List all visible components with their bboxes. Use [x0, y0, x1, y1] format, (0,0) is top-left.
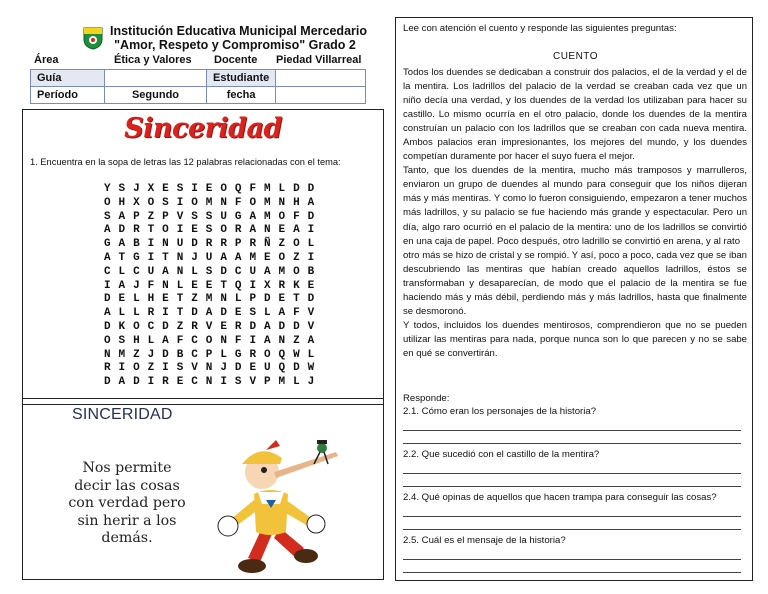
word-search-letter[interactable]: D: [307, 183, 315, 195]
word-search-letter[interactable]: D: [191, 307, 198, 320]
word-search-letter[interactable]: J: [220, 362, 227, 375]
word-search-letter[interactable]: N: [176, 251, 184, 264]
worksheet-title: Sinceridad: [124, 113, 282, 144]
word-search-letter[interactable]: G: [234, 348, 242, 361]
word-search-letter[interactable]: N: [205, 362, 213, 375]
word-search-letter[interactable]: D: [263, 293, 271, 306]
word-search-letter[interactable]: X: [263, 279, 271, 292]
story-paragraph: Todos los duendes se dedicaban a construir dos palacios, el de la verdad y el de la mentira. Los ladrillos del palacio de la verdad se creaban cada vez que un niño decía una verdad, y los duendes de la verdad los utilizaban para hacer su castillo. Lo mismo ocurría en el otro palacio, donde los duendes de la mentira construían un palacio con los ladrillos que se creaban con cada nueva mentira. Ambos palacios eran impresionantes, los mejores del mundo, y los duendes competían duramente por hacer el suyo fuera el mejor.: [403, 67, 747, 163]
answer-line[interactable]: [403, 559, 741, 560]
word-search-letter[interactable]: D: [293, 362, 300, 375]
word-search-letter[interactable]: E: [220, 320, 227, 333]
word-search-row: [100, 307, 318, 321]
word-search-letter[interactable]: T: [162, 251, 169, 264]
word-search-letter[interactable]: Z: [293, 334, 300, 347]
word-search-letter[interactable]: E: [162, 183, 169, 195]
guide-label: Guía: [31, 70, 105, 87]
word-search-letter[interactable]: A: [234, 251, 242, 264]
word-search-letter[interactable]: A: [263, 334, 271, 347]
word-search-row: [100, 183, 318, 197]
word-search-letter[interactable]: R: [103, 362, 111, 375]
word-search-letter[interactable]: T: [176, 307, 184, 320]
word-search-letter[interactable]: D: [307, 210, 315, 223]
word-search-letter[interactable]: X: [147, 183, 155, 195]
word-search-letter[interactable]: R: [234, 320, 242, 333]
word-search-letter[interactable]: O: [263, 348, 271, 361]
word-search-letter[interactable]: T: [176, 293, 184, 306]
word-search-letter[interactable]: A: [118, 210, 126, 223]
word-search-letter[interactable]: N: [263, 224, 271, 237]
teacher-name: Piedad Villarreal: [276, 54, 362, 66]
question-2-5: 2.5. Cuál es el mensaje de la historia?: [403, 535, 566, 546]
word-search-letter[interactable]: U: [147, 265, 155, 278]
card-title: SINCERIDAD: [72, 406, 173, 423]
word-search-letter[interactable]: A: [103, 307, 111, 320]
header-row-area: [30, 54, 370, 68]
word-search-letter[interactable]: A: [103, 224, 111, 237]
word-search-letter[interactable]: E: [263, 251, 271, 264]
word-search-letter[interactable]: Z: [176, 320, 184, 333]
word-search-letter[interactable]: F: [147, 279, 155, 292]
word-search-letter[interactable]: N: [278, 334, 286, 347]
word-search-letter[interactable]: N: [162, 279, 169, 292]
word-search-letter[interactable]: M: [205, 293, 213, 306]
word-search-row: [100, 293, 318, 307]
word-search-letter[interactable]: I: [176, 224, 184, 237]
word-search-letter[interactable]: U: [205, 251, 213, 264]
word-search-letter[interactable]: L: [293, 376, 300, 389]
word-search-letter[interactable]: I: [249, 334, 257, 347]
responde-label: Responde:: [403, 393, 450, 404]
word-search-letter[interactable]: Z: [133, 348, 140, 361]
word-search-letter[interactable]: V: [307, 320, 315, 333]
word-search-letter[interactable]: Z: [278, 238, 286, 251]
word-search-letter[interactable]: A: [263, 320, 271, 333]
word-search-letter[interactable]: L: [118, 265, 126, 278]
subject-value: Ética y Valores: [114, 54, 192, 66]
period-label: Período: [31, 87, 105, 104]
word-search-letter[interactable]: B: [176, 348, 184, 361]
word-search-letter[interactable]: O: [103, 334, 111, 347]
word-search-row: [100, 238, 318, 252]
word-search-letter[interactable]: I: [307, 224, 315, 237]
answer-line[interactable]: [403, 572, 741, 573]
word-search-letter[interactable]: D: [118, 224, 126, 237]
word-search-letter[interactable]: N: [220, 334, 227, 347]
guide-value[interactable]: [105, 70, 207, 87]
answer-line[interactable]: [403, 529, 741, 530]
story-paragraph: otro más se hizo de cristal y se rompió. Y así, poco a poco, cada vez que se iban descubriendo las mentiras que habían creado aquellos ladrillos, éstos se transformaban y desaparecían, de modo que el palacio de la mentira se fue haciendo más y más débil, perdiendo más y más ladrillos, hasta que finalmente se desmoronó.: [403, 249, 747, 317]
word-search-letter[interactable]: B: [307, 265, 315, 278]
word-search-letter[interactable]: F: [293, 210, 300, 223]
word-search-letter[interactable]: C: [191, 376, 198, 389]
story-heading: CUENTO: [552, 51, 599, 62]
word-search-letter[interactable]: L: [147, 334, 155, 347]
word-search-letter[interactable]: L: [307, 348, 315, 361]
word-search-grid: [100, 183, 318, 390]
word-search-letter[interactable]: V: [249, 376, 257, 389]
word-search-letter[interactable]: B: [133, 238, 140, 251]
word-search-letter[interactable]: U: [220, 210, 227, 223]
word-search-letter[interactable]: R: [147, 307, 155, 320]
word-search-letter[interactable]: V: [205, 320, 213, 333]
word-search-letter[interactable]: D: [133, 376, 140, 389]
word-search-row: [100, 252, 318, 266]
word-search-letter[interactable]: K: [118, 320, 126, 333]
question-2-2: 2.2. Que sucedió con el castillo de la mentira?: [403, 449, 600, 460]
word-search-letter[interactable]: D: [162, 348, 169, 361]
word-search-letter[interactable]: G: [234, 210, 242, 223]
word-search-letter[interactable]: U: [176, 238, 184, 251]
word-search-letter[interactable]: M: [278, 265, 286, 278]
word-search-letter[interactable]: I: [147, 251, 155, 264]
word-search-letter[interactable]: F: [234, 334, 242, 347]
area-label: Área: [34, 54, 59, 66]
word-search-letter[interactable]: P: [162, 210, 169, 223]
answer-line[interactable]: [403, 443, 741, 444]
word-search-letter[interactable]: O: [133, 362, 140, 375]
word-search-letter[interactable]: H: [293, 196, 300, 209]
word-search-letter[interactable]: Z: [293, 251, 300, 264]
word-search-letter[interactable]: I: [147, 376, 155, 389]
word-search-letter[interactable]: M: [118, 348, 126, 361]
word-search-letter[interactable]: S: [103, 210, 111, 223]
word-search-letter[interactable]: S: [205, 210, 213, 223]
word-search-letter[interactable]: C: [103, 265, 111, 278]
word-search-letter[interactable]: P: [133, 210, 140, 223]
word-search-letter[interactable]: C: [234, 265, 242, 278]
word-search-letter[interactable]: Q: [234, 279, 242, 292]
date-value[interactable]: [276, 87, 366, 104]
word-search-letter[interactable]: I: [118, 362, 126, 375]
word-search-letter[interactable]: I: [220, 376, 227, 389]
word-search-letter[interactable]: N: [176, 265, 184, 278]
word-search-letter[interactable]: V: [307, 307, 315, 320]
word-search-letter[interactable]: D: [307, 293, 315, 306]
word-search-letter[interactable]: R: [249, 238, 257, 251]
story-text: [403, 66, 747, 361]
word-search-letter[interactable]: O: [162, 224, 169, 237]
word-search-letter[interactable]: M: [249, 251, 257, 264]
word-search-letter[interactable]: A: [249, 224, 257, 237]
date-label: fecha: [207, 87, 276, 104]
word-search-letter[interactable]: O: [249, 196, 257, 209]
word-search-row: [100, 197, 318, 211]
word-search-letter[interactable]: N: [278, 196, 286, 209]
word-search-row: [100, 224, 318, 238]
word-search-letter[interactable]: F: [176, 334, 184, 347]
question-2-4: 2.4. Qué opinas de aquellos que hacen trampa para conseguir las cosas?: [403, 492, 717, 503]
word-search-letter[interactable]: L: [263, 307, 271, 320]
word-search-letter[interactable]: U: [263, 362, 271, 375]
school-motto: "Amor, Respeto y Compromiso" Grado 2: [114, 38, 356, 52]
word-search-instruction: 1. Encuentra en la sopa de letras las 12 palabras relacionadas con el tema:: [30, 157, 341, 167]
word-search-letter[interactable]: J: [133, 279, 140, 292]
word-search-letter[interactable]: Z: [147, 210, 155, 223]
word-search-letter[interactable]: S: [234, 376, 242, 389]
word-search-letter[interactable]: J: [191, 251, 198, 264]
word-search-letter[interactable]: R: [133, 224, 140, 237]
word-search-letter[interactable]: E: [234, 307, 242, 320]
word-search-letter[interactable]: J: [307, 376, 315, 389]
word-search-letter[interactable]: R: [249, 348, 257, 361]
word-search-letter[interactable]: O: [293, 238, 300, 251]
word-search-letter[interactable]: R: [191, 320, 198, 333]
word-search-letter[interactable]: R: [278, 279, 286, 292]
word-search-letter[interactable]: A: [220, 251, 227, 264]
word-search-letter[interactable]: R: [162, 376, 169, 389]
word-search-letter[interactable]: S: [176, 183, 184, 195]
school-name: Institución Educativa Municipal Mercedario: [110, 24, 367, 38]
word-search-row: [100, 266, 318, 280]
word-search-letter[interactable]: A: [293, 224, 300, 237]
word-search-letter[interactable]: C: [191, 348, 198, 361]
word-search-letter[interactable]: L: [176, 279, 184, 292]
word-search-letter[interactable]: C: [133, 265, 140, 278]
word-search-letter[interactable]: L: [118, 307, 126, 320]
word-search-letter[interactable]: R: [220, 238, 227, 251]
answer-line[interactable]: [403, 516, 741, 517]
word-search-letter[interactable]: A: [205, 307, 213, 320]
word-search-letter[interactable]: E: [162, 293, 169, 306]
answer-line[interactable]: [403, 473, 741, 474]
word-search-letter[interactable]: O: [103, 196, 111, 209]
word-search-letter[interactable]: O: [220, 183, 227, 195]
word-search-row: [100, 211, 318, 225]
pinocchio-illustration: [200, 420, 350, 580]
word-search-letter[interactable]: L: [220, 348, 227, 361]
word-search-letter[interactable]: F: [293, 307, 300, 320]
word-search-letter[interactable]: P: [205, 348, 213, 361]
word-search-letter[interactable]: C: [147, 320, 155, 333]
word-search-letter[interactable]: A: [118, 376, 126, 389]
word-search-letter[interactable]: E: [307, 279, 315, 292]
word-search-letter[interactable]: E: [205, 183, 213, 195]
word-search-letter[interactable]: M: [205, 196, 213, 209]
word-search-letter[interactable]: H: [118, 196, 126, 209]
word-search-letter[interactable]: M: [263, 183, 271, 195]
word-search-letter[interactable]: A: [263, 265, 271, 278]
word-search-letter[interactable]: O: [293, 265, 300, 278]
word-search-letter[interactable]: Z: [191, 293, 198, 306]
period-value: Segundo: [105, 87, 207, 104]
word-search-letter[interactable]: A: [162, 265, 169, 278]
word-search-letter[interactable]: S: [118, 183, 126, 195]
word-search-row: [100, 376, 318, 390]
word-search-letter[interactable]: R: [205, 238, 213, 251]
card-text: Nos permite decir las cosas con verdad pero sin herir a los demás.: [68, 460, 186, 546]
word-search-letter[interactable]: M: [278, 376, 286, 389]
word-search-letter[interactable]: A: [118, 279, 126, 292]
word-search-letter[interactable]: U: [249, 265, 257, 278]
word-search-letter[interactable]: L: [234, 293, 242, 306]
word-search-row: [100, 349, 318, 363]
word-search-letter[interactable]: I: [191, 183, 198, 195]
word-search-letter[interactable]: O: [191, 196, 198, 209]
word-search-letter[interactable]: A: [307, 334, 315, 347]
word-search-letter[interactable]: N: [162, 238, 169, 251]
word-search-letter[interactable]: E: [278, 293, 286, 306]
word-search-letter[interactable]: K: [293, 279, 300, 292]
word-search-letter[interactable]: N: [205, 376, 213, 389]
school-logo: [82, 26, 104, 50]
word-search-letter[interactable]: T: [118, 251, 126, 264]
word-search-letter[interactable]: R: [234, 224, 242, 237]
word-search-letter[interactable]: F: [249, 183, 257, 195]
word-search-letter[interactable]: I: [162, 362, 169, 375]
word-search-letter[interactable]: Y: [103, 183, 111, 195]
word-search-letter[interactable]: O: [205, 334, 213, 347]
word-search-letter[interactable]: A: [103, 251, 111, 264]
word-search-letter[interactable]: F: [234, 196, 242, 209]
word-search-letter[interactable]: S: [191, 210, 198, 223]
word-search-letter[interactable]: T: [147, 224, 155, 237]
word-search-letter[interactable]: Z: [147, 362, 155, 375]
story-paragraph: Y todos, incluidos los duendes mentirosos, comprendieron que no se pueden utilizar las mentiras para nada, porque nunca son lo que parecen y no se sabe en qué se convertirán.: [403, 319, 747, 359]
answer-line[interactable]: [403, 430, 741, 431]
word-search-letter[interactable]: I: [162, 307, 169, 320]
word-search-letter[interactable]: D: [191, 238, 198, 251]
word-search-letter[interactable]: N: [103, 348, 111, 361]
word-search-letter[interactable]: V: [191, 362, 198, 375]
word-search-letter[interactable]: L: [191, 265, 198, 278]
word-search-letter[interactable]: T: [293, 293, 300, 306]
word-search-letter[interactable]: D: [103, 293, 111, 306]
word-search-letter[interactable]: Q: [278, 348, 286, 361]
word-search-letter[interactable]: N: [220, 293, 227, 306]
word-search-letter[interactable]: D: [103, 376, 111, 389]
word-search-letter[interactable]: W: [293, 348, 300, 361]
word-search-letter[interactable]: M: [263, 196, 271, 209]
word-search-letter[interactable]: S: [118, 334, 126, 347]
word-search-letter[interactable]: P: [263, 376, 271, 389]
word-search-letter[interactable]: L: [133, 307, 140, 320]
word-search-letter[interactable]: L: [133, 293, 140, 306]
word-search-letter[interactable]: T: [220, 279, 227, 292]
word-search-letter[interactable]: H: [147, 293, 155, 306]
word-search-letter[interactable]: D: [293, 320, 300, 333]
word-search-letter[interactable]: I: [147, 238, 155, 251]
word-search-letter[interactable]: V: [176, 210, 184, 223]
word-search-letter[interactable]: D: [220, 307, 227, 320]
word-search-letter[interactable]: C: [191, 334, 198, 347]
word-search-letter[interactable]: A: [278, 307, 286, 320]
word-search-letter[interactable]: E: [191, 224, 198, 237]
word-search-letter[interactable]: E: [249, 362, 257, 375]
word-search-letter[interactable]: I: [249, 279, 257, 292]
word-search-letter[interactable]: E: [205, 279, 213, 292]
teacher-label: Docente: [214, 54, 258, 66]
word-search-letter[interactable]: Q: [234, 183, 242, 195]
word-search-letter[interactable]: W: [307, 362, 315, 375]
word-search-letter[interactable]: O: [278, 210, 286, 223]
word-search-letter[interactable]: E: [191, 279, 198, 292]
word-search-row: [100, 321, 318, 335]
word-search-letter[interactable]: J: [147, 348, 155, 361]
word-search-letter[interactable]: S: [176, 362, 184, 375]
word-search-letter[interactable]: D: [293, 183, 300, 195]
word-search-row: [100, 335, 318, 349]
word-search-row: [100, 362, 318, 376]
word-search-letter[interactable]: I: [307, 251, 315, 264]
word-search-letter[interactable]: P: [249, 293, 257, 306]
word-search-letter[interactable]: G: [133, 251, 140, 264]
word-search-letter[interactable]: S: [162, 196, 169, 209]
word-search-letter[interactable]: P: [234, 238, 242, 251]
word-search-letter[interactable]: O: [220, 224, 227, 237]
word-search-letter[interactable]: E: [118, 293, 126, 306]
word-search-letter[interactable]: N: [220, 196, 227, 209]
story-paragraph: Tanto, que los duendes de la mentira, mucho más tramposos y marrulleros, enviaron un grupo de duendes al mundo para conseguir que los niños dijeran más y más mentiras. Y como lo fueron consiguiendo, empezaron a tener muchos más ladrillos, y su palacio se fue haciendo más grande y espectacular. Pero un día, algo raro ocurrió en el palacio de la mentira: uno de los ladrillos se convirtió en una caja de papel. Poco después, otro ladrillo se convirtió en arena, y al rato: [403, 165, 747, 247]
student-value[interactable]: [276, 70, 366, 87]
word-search-letter[interactable]: L: [307, 238, 315, 251]
info-table: [30, 69, 366, 104]
word-search-letter[interactable]: M: [263, 210, 271, 223]
word-search-letter[interactable]: D: [278, 320, 286, 333]
word-search-letter[interactable]: I: [103, 279, 111, 292]
word-search-letter[interactable]: O: [133, 320, 140, 333]
word-search-letter[interactable]: A: [162, 334, 169, 347]
word-search-letter[interactable]: A: [307, 196, 315, 209]
word-search-letter[interactable]: S: [249, 307, 257, 320]
word-search-letter[interactable]: D: [249, 320, 257, 333]
word-search-letter[interactable]: L: [278, 183, 286, 195]
word-search-letter[interactable]: E: [176, 376, 184, 389]
word-search-letter[interactable]: X: [133, 196, 140, 209]
student-label: Estudiante: [207, 70, 276, 87]
word-search-row: [100, 280, 318, 294]
word-search-letter[interactable]: H: [133, 334, 140, 347]
word-search-letter[interactable]: D: [162, 320, 169, 333]
word-search-letter[interactable]: S: [205, 265, 213, 278]
word-search-letter[interactable]: D: [220, 265, 227, 278]
question-2-1: 2.1. Cómo eran los personajes de la historia?: [403, 406, 597, 417]
word-search-letter[interactable]: G: [103, 238, 111, 251]
word-search-letter[interactable]: D: [103, 320, 111, 333]
word-search-letter[interactable]: O: [278, 251, 286, 264]
word-search-letter[interactable]: A: [249, 210, 257, 223]
word-search-letter[interactable]: A: [118, 238, 126, 251]
reading-lead: Lee con atención el cuento y responde las siguientes preguntas:: [403, 23, 677, 34]
word-search-letter[interactable]: I: [176, 196, 184, 209]
answer-line[interactable]: [403, 486, 741, 487]
word-search-letter[interactable]: Ñ: [263, 238, 271, 251]
word-search-letter[interactable]: E: [278, 224, 286, 237]
word-search-letter[interactable]: O: [147, 196, 155, 209]
word-search-letter[interactable]: D: [234, 362, 242, 375]
word-search-letter[interactable]: J: [133, 183, 140, 195]
word-search-letter[interactable]: S: [205, 224, 213, 237]
word-search-letter[interactable]: Q: [278, 362, 286, 375]
